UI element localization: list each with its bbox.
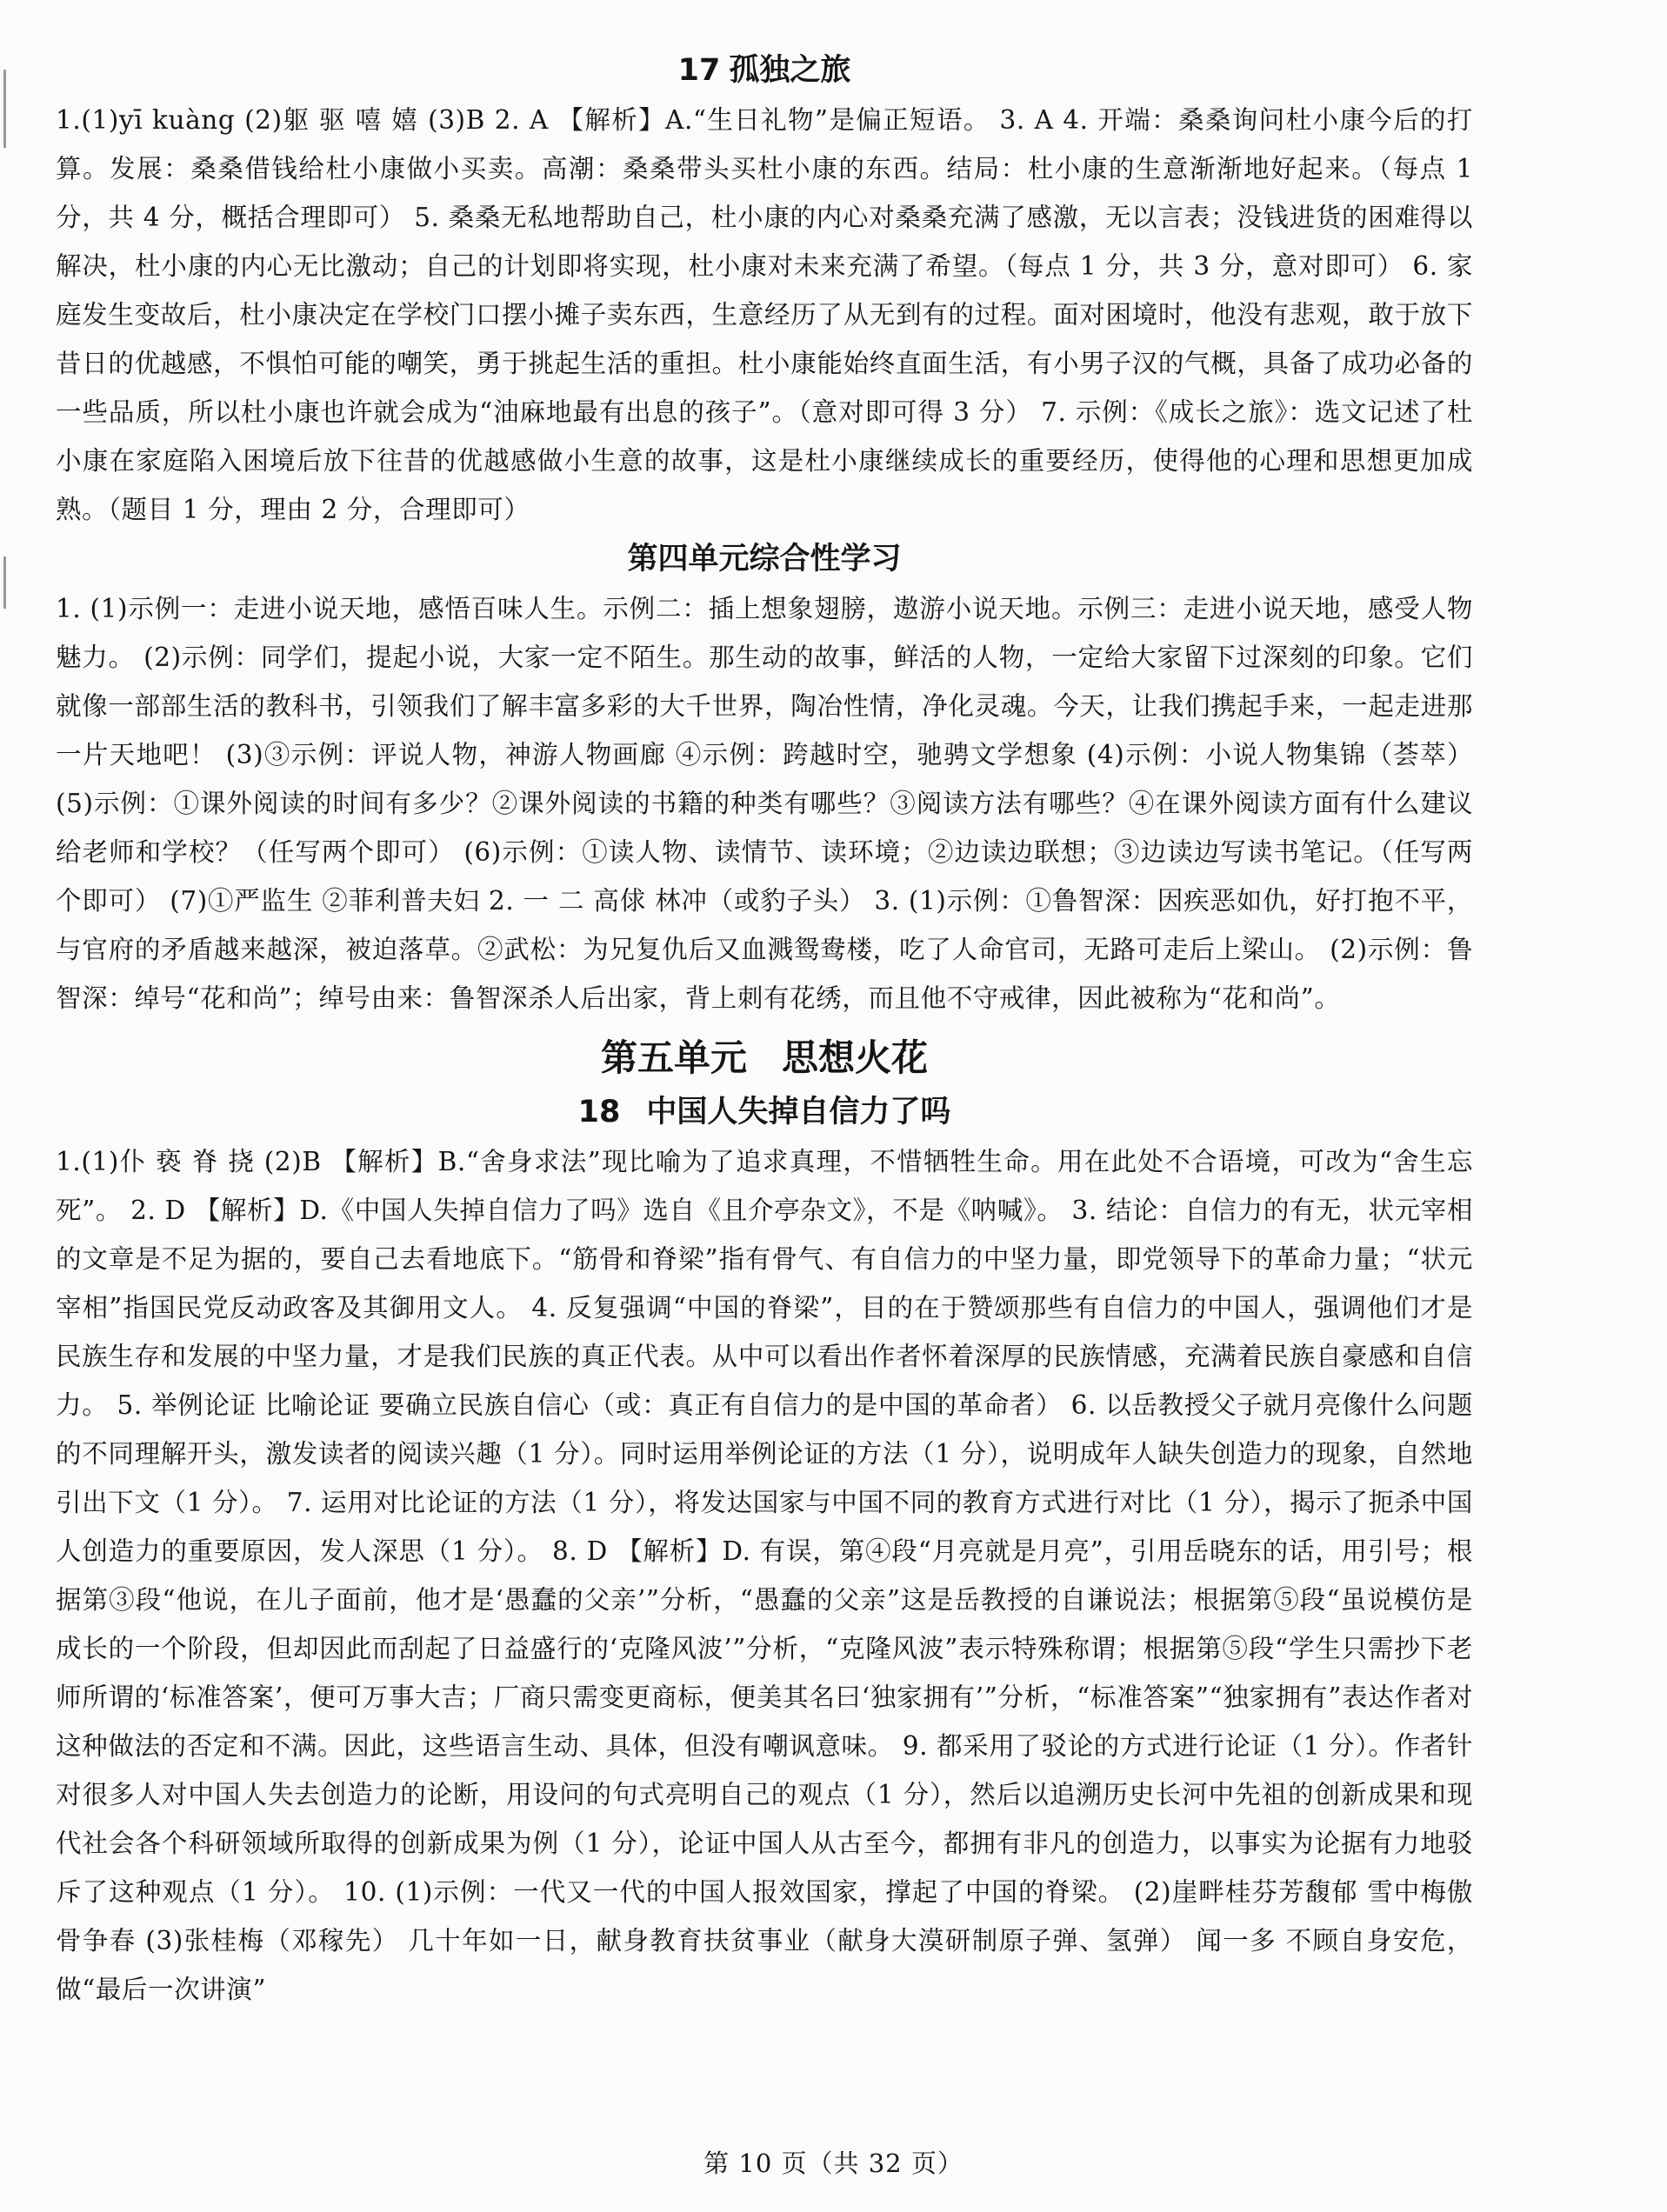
page-content [56, 45, 1473, 2014]
unit-4-answers: 1. (1)示例一：走进小说天地，感悟百味人生。示例二：插上想象翅膀，遨游小说天地。示例三：走进小说天地，感受人物魅力。 (2)示例：同学们，提起小说，大家一定不陌生。那生动的故事，鲜活的人物，一定给大家留下过深刻的印象。它们就像一部部生活的教科书，引领我们了解丰富多彩的大千世界，陶冶性情，净化灵魂。今天，让我们携起手来，一起走进那一片天地吧！ (3)③示例：评说人物，神游人物画廊 ④示例：跨越时空，驰骋文学想象 (4)示例：小说人物集锦（荟萃） (5)示例：①课外阅读的时间有多少？②课外阅读的书籍的种类有哪些？③阅读方法有哪些？④在课外阅读方面有什么建议给老师和学校？（任写两个即可） (6)示例：①读人物、读情节、读环境；②边读边联想；③边读边写读书笔记。（任写两个即可） (7)①严监生 ②菲利普夫妇 2. 一 二 高俅 林冲（或豹子头） 3. (1)示例：①鲁智深：因疾恶如仇，好打抱不平，与官府的矛盾越来越深，被迫落草。②武松：为兄复仇后又血溅鸳鸯楼，吃了人命官司，无路可走后上梁山。 (2)示例：鲁智深：绰号“花和尚”；绰号由来：鲁智深杀人后出家，背上刺有花绣，而且他不守戒律，因此被称为“花和尚”。 [56, 594, 1473, 1013]
lesson-name: 孤独之旅 [729, 53, 851, 88]
page-number-footer: 第 10 页（共 32 页） [703, 2149, 964, 2178]
unit-4-comprehensive-title: 第四单元综合性学习 [627, 542, 902, 576]
scan-edge-mark [3, 556, 6, 609]
unit-5-number: 第五单元 [600, 1036, 747, 1079]
lesson-18-answers: 1.(1)仆 亵 脊 挠 (2)B 【解析】B.“舍身求法”现比喻为了追求真理，不惜牺牲生命。用在此处不合语境，可改为“舍生忘死”。 2. D 【解析】D.《中国人失掉自信力了吗》选自《且介亭杂文》，不是《呐喊》。 3. 结论：自信力的有无，状元宰相的文章是不足为据的，要自己去看地底下。“筋骨和脊梁”指有骨气、有自信力的中坚力量，即党领导下的革命力量；“状元宰相”指国民党反动政客及其御用文人。 4. 反复强调“中国的脊梁”，目的在于赞颂那些有自信力的中国人，强调他们才是民族生存和发展的中坚力量，才是我们民族的真正代表。从中可以看出作者怀着深厚的民族情感，充满着民族自豪感和自信力。 5. 举例论证 比喻论证 要确立民族自信心（或：真正有自信力的是中国的革命者） 6. 以岳教授父子就月亮像什么问题的不同理解开头，激发读者的阅读兴趣（1 分）。同时运用举例论证的方法（1 分），说明成年人缺失创造力的现象，自然地引出下文（1 分）。 7. 运用对比论证的方法（1 分），将发达国家与中国不同的教育方式进行对比（1 分），揭示了扼杀中国人创造力的重要原因，发人深思（1 分）。 8. D 【解析】D. 有误，第④段“月亮就是月亮”，引用岳晓东的话，用引号；根据第③段“他说，在儿子面前，他才是‘愚蠢的父亲’”分析，“愚蠢的父亲”这是岳教授的自谦说法；根据第⑤段“虽说模仿是成长的一个阶段，但却因此而刮起了日益盛行的‘克隆风波’”分析，“克隆风波”表示特殊称谓；根据第⑤段“学生只需抄下老师所谓的‘标准答案’，便可万事大吉；厂商只需变更商标，便美其名曰‘独家拥有’”分析，“标准答案”“独家拥有”表达作者对这种做法的否定和不满。因此，这些语言生动、具体，但没有嘲讽意味。 9. 都采用了驳论的方式进行论证（1 分）。作者针对很多人对中国人失去创造力的论断，用设问的句式亮明自己的观点（1 分），然后以追溯历史长河中先祖的创新成果和现代社会各个科研领域所取得的创新成果为例（1 分），论证中国人从古至今，都拥有非凡的创造力，以事实为论据有力地驳斥了这种观点（1 分）。 10. (1)示例：一代又一代的中国人报效国家，撑起了中国的脊梁。 (2)崖畔桂芬芳馥郁 雪中梅傲骨争春 (3)张桂梅（邓稼先） 几十年如一日，献身教育扶贫事业（献身大漠研制原子弹、氢弹） 闻一多 不顾自身安危，做“最后一次讲演” [56, 1147, 1473, 2004]
scan-edge-mark [3, 70, 6, 148]
lesson-number: 18 [577, 1095, 621, 1129]
unit-5-title [56, 1029, 1473, 1087]
lesson-17-title [56, 45, 1473, 96]
lesson-name: 中国人失掉自信力了吗 [646, 1095, 951, 1129]
lesson-17-answers: 1.(1)yī kuàng (2)躯 驱 嘻 嬉 (3)B 2. A 【解析】A.“生日礼物”是偏正短语。 3. A 4. 开端：桑桑询问杜小康今后的打算。发展：桑桑借钱给杜小康做小买卖。高潮：桑桑带头买杜小康的东西。结局：杜小康的生意渐渐地好起来。（每点 1 分，共 4 分，概括合理即可） 5. 桑桑无私地帮助自己，杜小康的内心对桑桑充满了感激，无以言表；没钱进货的困难得以解决，杜小康的内心无比激动；自己的计划即将实现，杜小康对未来充满了希望。（每点 1 分，共 3 分，意对即可） 6. 家庭发生变故后，杜小康决定在学校门口摆小摊子卖东西，生意经历了从无到有的过程。面对困境时，他没有悲观，敢于放下昔日的优越感，不惧怕可能的嘲笑，勇于挑起生活的重担。杜小康能始终直面生活，有小男子汉的气概，具备了成功必备的一些品质，所以杜小康也许就会成为“油麻地最有出息的孩子”。（意对即可得 3 分） 7. 示例：《成长之旅》：选文记述了杜小康在家庭陷入困境后放下往昔的优越感做小生意的故事，这是杜小康继续成长的重要经历，使得他的心理和思想更加成熟。（题目 1 分，理由 2 分，合理即可） [56, 105, 1473, 524]
unit-5-theme: 思想火花 [782, 1036, 929, 1079]
lesson-18-title [56, 1087, 1473, 1137]
lesson-number: 17 [677, 53, 721, 88]
